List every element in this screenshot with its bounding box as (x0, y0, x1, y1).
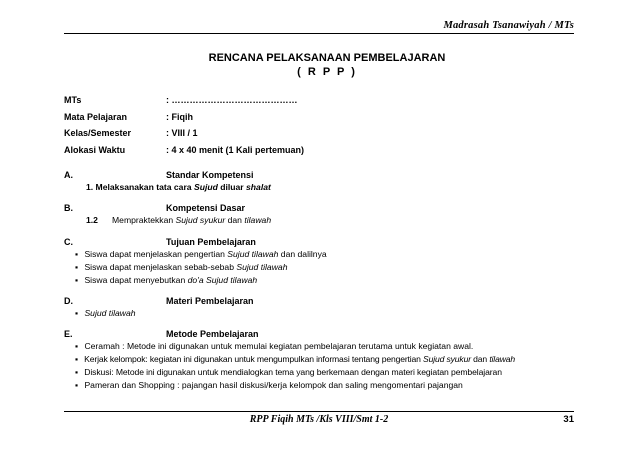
meta-label: Mata Pelajaran (64, 112, 128, 122)
text: Siswa dapat menjelaskan pengertian (84, 249, 228, 259)
section-letter: B. (64, 203, 73, 213)
text: dan (225, 215, 245, 225)
section-heading: Tujuan Pembelajaran (166, 237, 256, 247)
meta-value: : …………………………………… (166, 95, 298, 105)
meta-value: : VIII / 1 (166, 128, 198, 138)
text-em: do'a Sujud tilawah (187, 275, 258, 285)
meta-label: MTs (64, 95, 82, 105)
text-em: tilawah (489, 354, 516, 364)
text-em: Sujud tilawah (84, 308, 136, 318)
text: dan dalilnya (278, 249, 327, 259)
list-item (75, 249, 327, 260)
section-a-item (86, 182, 271, 193)
text: Siswa dapat menyebutkan (84, 275, 188, 285)
meta-label: Kelas/Semester (64, 128, 132, 138)
document-title: RENCANA PELAKSANAAN PEMBELAJARAN (208, 52, 446, 64)
header-school-name: Madrasah Tsanawiyah / MTs (443, 20, 574, 31)
text: 1. Melaksanakan tata cara (86, 182, 194, 192)
text: Ceramah : Metode ini digunakan untuk memulai kegiatan pembelajaran terutama untuk kegiatan awal. (84, 341, 474, 351)
list-item (75, 308, 136, 319)
section-letter: A. (64, 170, 73, 180)
text: diluar (217, 182, 247, 192)
text-em: tilawah (244, 215, 272, 225)
text: Siswa dapat menjelaskan sebab-sebab (84, 262, 237, 272)
section-heading: Standar Kompetensi (166, 170, 254, 180)
item-number: 1.2 (86, 215, 98, 225)
section-letter: D. (64, 296, 73, 306)
text: Pameran dan Shopping : pajangan hasil diskusi/kerja kelompok dan saling mengomentari pajangan (84, 380, 463, 390)
list-item (75, 275, 257, 286)
text: dan (470, 354, 490, 364)
text-em: Sujud syukur (175, 215, 226, 225)
section-letter: C. (64, 237, 73, 247)
list-item (75, 341, 473, 352)
footer-rule (64, 411, 574, 412)
section-heading: Metode Pembelajaran (166, 329, 259, 339)
section-letter: E. (64, 329, 73, 339)
text: Mempraktekkan (112, 215, 176, 225)
page-number: 31 (563, 414, 574, 425)
text: Diskusi: Metode ini digunakan untuk mendialogkan tema yang berkemaan dengan materi kegiatan pembelajaran (84, 367, 502, 377)
text: Kerjak kelompok: kegiatan ini digunakan untuk mengumpulkan informasi tentang pengertian (84, 354, 424, 364)
text-em: shalat (246, 182, 271, 192)
document-subtitle: ( R P P ) (297, 66, 357, 78)
meta-label: Alokasi Waktu (64, 145, 126, 155)
section-heading: Materi Pembelajaran (166, 296, 254, 306)
header-rule (64, 33, 574, 34)
list-item (75, 262, 287, 273)
text-em: Sujud (193, 182, 218, 192)
footer-title: RPP Fiqih MTs /Kls VIII/Smt 1-2 (249, 414, 389, 425)
meta-value: : Fiqih (166, 112, 193, 122)
list-item (75, 380, 463, 391)
text-em: Sujud syukur (423, 354, 471, 364)
text-em: Sujud tilawah (227, 249, 279, 259)
text-em: Sujud tilawah (236, 262, 288, 272)
list-item (75, 354, 515, 365)
meta-value: : 4 x 40 menit (1 Kali pertemuan) (166, 145, 305, 155)
list-item (75, 367, 502, 378)
section-heading: Kompetensi Dasar (166, 203, 246, 213)
section-b-item (86, 215, 271, 226)
